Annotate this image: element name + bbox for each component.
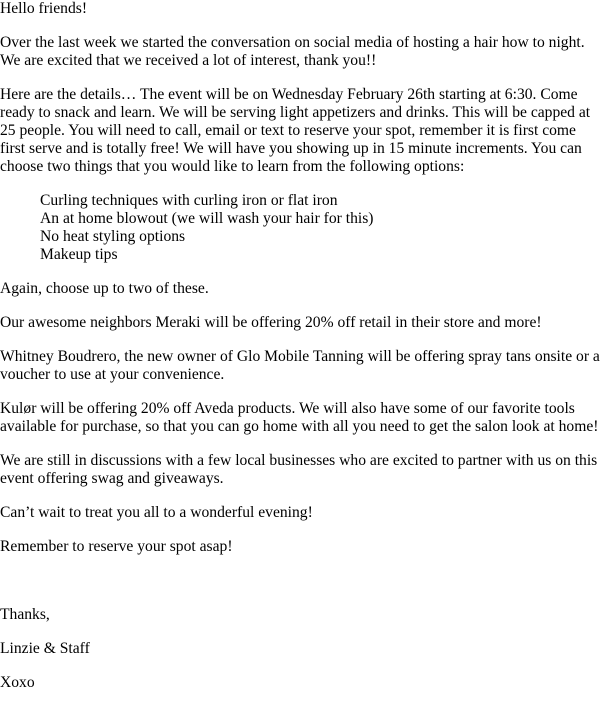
reserve-paragraph: Remember to reserve your spot asap! [0, 538, 233, 555]
details-paragraph: Here are the details… The event will be on Wednesday February 26th starting at 6:30. Come ready to snack and learn. We will be serving light appetizers and drinks. This will be capped at 25 people. You will need to call, email or text to reserve your spot, remember it is first come first serve and is totally free! We will have you showing up in 15 minute increments. You can choose two things that you would like to learn from the following options: [0, 86, 591, 175]
option-item: An at home blowout (we will wash your hair for this) [40, 210, 374, 227]
discussions-paragraph: We are still in discussions with a few local businesses who are excited to partner with us on this event offering swag and giveaways. [0, 452, 598, 487]
glo-paragraph: Whitney Boudrero, the new owner of Glo Mobile Tanning will be offering spray tans onsite or a voucher to use at your convenience. [0, 348, 600, 383]
meraki-paragraph: Our awesome neighbors Meraki will be offering 20% off retail in their store and more! [0, 314, 542, 331]
spacer [0, 572, 600, 606]
choose-note: Again, choose up to two of these. [0, 280, 209, 297]
option-item: Makeup tips [40, 246, 118, 263]
signature-line: Linzie & Staff [0, 640, 90, 657]
greeting: Hello friends! [0, 0, 88, 17]
options-list [0, 192, 600, 264]
option-item: Curling techniques with curling iron or flat iron [40, 192, 338, 209]
xoxo-line: Xoxo [0, 674, 35, 691]
kulor-paragraph: Kulør will be offering 20% off Aveda products. We will also have some of our favorite tools available for purchase, so that you can go home with all you need to get the salon look at home! [0, 400, 599, 435]
thanks-line: Thanks, [0, 606, 50, 623]
cant-wait-paragraph: Can’t wait to treat you all to a wonderful evening! [0, 504, 313, 521]
intro-paragraph: Over the last week we started the conversation on social media of hosting a hair how to night. We are excited that we received a lot of interest, thank you!! [0, 34, 585, 69]
option-item: No heat styling options [40, 228, 186, 245]
